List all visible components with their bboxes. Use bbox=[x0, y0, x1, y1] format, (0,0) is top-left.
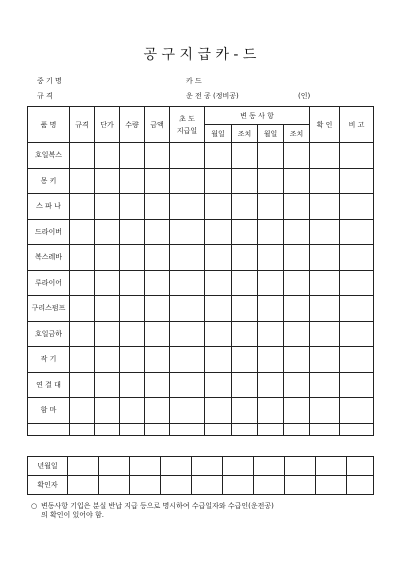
cell[interactable] bbox=[205, 245, 232, 271]
cell[interactable] bbox=[258, 219, 284, 245]
table-row bbox=[28, 321, 374, 347]
table-row bbox=[28, 168, 374, 194]
cell[interactable] bbox=[95, 270, 120, 296]
sub-action-2: 조치 bbox=[284, 125, 310, 143]
note-line-2: 의 확인이 있어야 함. bbox=[41, 511, 104, 519]
cell[interactable] bbox=[170, 398, 205, 424]
cell[interactable] bbox=[70, 398, 95, 424]
item-name: 함 마 bbox=[28, 398, 70, 424]
cell[interactable] bbox=[310, 168, 340, 194]
table-row bbox=[28, 143, 374, 169]
card-label: 카 드 bbox=[186, 77, 202, 85]
cell[interactable] bbox=[232, 194, 258, 220]
machine-label: 중 기 명 bbox=[37, 77, 62, 85]
cell[interactable] bbox=[145, 398, 170, 424]
cell[interactable] bbox=[232, 423, 258, 435]
cell[interactable] bbox=[232, 372, 258, 398]
cell[interactable] bbox=[284, 296, 310, 322]
item-name: 복스레바 bbox=[28, 245, 70, 271]
table-row bbox=[28, 219, 374, 245]
cell[interactable] bbox=[70, 168, 95, 194]
page-title: 공 구 지 급 카 - 드 bbox=[143, 47, 257, 63]
cell[interactable] bbox=[340, 321, 374, 347]
cell[interactable] bbox=[258, 194, 284, 220]
cell[interactable] bbox=[95, 296, 120, 322]
cell[interactable] bbox=[120, 347, 145, 373]
cell[interactable] bbox=[340, 245, 374, 271]
cell[interactable] bbox=[170, 245, 205, 271]
bullet-icon: ○ bbox=[31, 502, 38, 510]
cell[interactable] bbox=[95, 423, 120, 435]
cell[interactable] bbox=[170, 296, 205, 322]
cell[interactable] bbox=[70, 270, 95, 296]
cell[interactable] bbox=[258, 372, 284, 398]
item-name: 작 기 bbox=[28, 347, 70, 373]
date-label: 년월일 bbox=[28, 457, 68, 476]
table-row bbox=[28, 194, 374, 220]
cell[interactable] bbox=[120, 321, 145, 347]
cell[interactable] bbox=[223, 457, 254, 476]
tool-issue-table bbox=[27, 106, 374, 436]
cell[interactable] bbox=[145, 219, 170, 245]
item-name: 스 파 나 bbox=[28, 194, 70, 220]
cell[interactable] bbox=[232, 168, 258, 194]
table-row bbox=[28, 270, 374, 296]
table-row bbox=[28, 347, 374, 373]
item-name: 구리스펌프 bbox=[28, 296, 70, 322]
item-name: 루라이어 bbox=[28, 270, 70, 296]
table-row bbox=[28, 423, 374, 435]
cell[interactable] bbox=[310, 296, 340, 322]
cell[interactable] bbox=[258, 143, 284, 169]
cell[interactable] bbox=[310, 194, 340, 220]
cell[interactable] bbox=[170, 143, 205, 169]
cell[interactable] bbox=[258, 245, 284, 271]
cell[interactable] bbox=[99, 476, 130, 495]
cell[interactable] bbox=[340, 423, 374, 435]
cell[interactable] bbox=[145, 194, 170, 220]
col-changes-header: 변 동 사 항 bbox=[205, 107, 310, 125]
cell[interactable] bbox=[232, 143, 258, 169]
date-row bbox=[28, 457, 374, 476]
cell[interactable] bbox=[310, 219, 340, 245]
cell[interactable] bbox=[95, 143, 120, 169]
col-qty-header: 수량 bbox=[120, 107, 145, 143]
cell[interactable] bbox=[223, 476, 254, 495]
col-item-header: 품 명 bbox=[28, 107, 70, 143]
cell[interactable] bbox=[95, 372, 120, 398]
cell[interactable] bbox=[170, 270, 205, 296]
cell[interactable] bbox=[258, 321, 284, 347]
cell[interactable] bbox=[340, 296, 374, 322]
cell[interactable] bbox=[340, 398, 374, 424]
cell[interactable] bbox=[232, 270, 258, 296]
operator-label: 운 전 공 (정비공) bbox=[186, 92, 239, 100]
cell[interactable] bbox=[192, 457, 223, 476]
cell[interactable] bbox=[145, 168, 170, 194]
cell[interactable] bbox=[258, 398, 284, 424]
cell[interactable] bbox=[340, 219, 374, 245]
cell[interactable] bbox=[120, 143, 145, 169]
note-line-1: 변동사항 기입은 분실 반납 지급 등으로 명시하여 수급일자와 수급인(운전공) bbox=[41, 502, 274, 510]
cell[interactable] bbox=[145, 270, 170, 296]
cell[interactable] bbox=[284, 347, 310, 373]
table-row bbox=[28, 245, 374, 271]
cell[interactable] bbox=[95, 398, 120, 424]
cell[interactable] bbox=[284, 270, 310, 296]
cell[interactable] bbox=[258, 270, 284, 296]
item-name bbox=[28, 423, 70, 435]
confirmer-label: 확인자 bbox=[28, 476, 68, 495]
footnote bbox=[31, 502, 274, 520]
cell[interactable] bbox=[284, 143, 310, 169]
cell[interactable] bbox=[310, 321, 340, 347]
cell[interactable] bbox=[232, 321, 258, 347]
cell[interactable] bbox=[205, 296, 232, 322]
cell[interactable] bbox=[95, 321, 120, 347]
cell[interactable] bbox=[258, 168, 284, 194]
cell[interactable] bbox=[68, 457, 99, 476]
cell[interactable] bbox=[205, 219, 232, 245]
sub-month-day-2: 월일 bbox=[258, 125, 284, 143]
cell[interactable] bbox=[70, 347, 95, 373]
cell[interactable] bbox=[120, 270, 145, 296]
item-name: 연 결 대 bbox=[28, 372, 70, 398]
cell[interactable] bbox=[95, 168, 120, 194]
cell[interactable] bbox=[120, 398, 145, 424]
cell[interactable] bbox=[310, 372, 340, 398]
col-amount-header: 금액 bbox=[145, 107, 170, 143]
cell[interactable] bbox=[310, 245, 340, 271]
cell[interactable] bbox=[120, 194, 145, 220]
cell[interactable] bbox=[170, 321, 205, 347]
cell[interactable] bbox=[70, 296, 95, 322]
col-first-issue-header: 초 도 지급일 bbox=[170, 107, 205, 143]
cell[interactable] bbox=[205, 270, 232, 296]
sub-month-day-1: 월일 bbox=[205, 125, 232, 143]
col-price-header: 단가 bbox=[95, 107, 120, 143]
cell[interactable] bbox=[95, 219, 120, 245]
cell[interactable] bbox=[161, 457, 192, 476]
cell[interactable] bbox=[120, 296, 145, 322]
cell[interactable] bbox=[316, 457, 347, 476]
cell[interactable] bbox=[70, 372, 95, 398]
cell[interactable] bbox=[120, 219, 145, 245]
cell[interactable] bbox=[130, 476, 161, 495]
cell[interactable] bbox=[254, 457, 285, 476]
cell[interactable] bbox=[120, 372, 145, 398]
confirmation-table bbox=[27, 456, 374, 495]
cell[interactable] bbox=[205, 423, 232, 435]
cell[interactable] bbox=[205, 143, 232, 169]
cell[interactable] bbox=[70, 423, 95, 435]
cell[interactable] bbox=[120, 423, 145, 435]
cell[interactable] bbox=[170, 168, 205, 194]
cell[interactable] bbox=[284, 398, 310, 424]
cell[interactable] bbox=[310, 347, 340, 373]
cell[interactable] bbox=[99, 457, 130, 476]
cell[interactable] bbox=[205, 321, 232, 347]
table-row bbox=[28, 372, 374, 398]
cell[interactable] bbox=[205, 347, 232, 373]
item-name: 호일복스 bbox=[28, 143, 70, 169]
cell[interactable] bbox=[95, 347, 120, 373]
col-confirm-header: 확 인 bbox=[310, 107, 340, 143]
cell[interactable] bbox=[310, 398, 340, 424]
cell[interactable] bbox=[70, 321, 95, 347]
cell[interactable] bbox=[95, 245, 120, 271]
table-row bbox=[28, 398, 374, 424]
cell[interactable] bbox=[170, 372, 205, 398]
cell[interactable] bbox=[145, 372, 170, 398]
cell[interactable] bbox=[232, 296, 258, 322]
cell[interactable] bbox=[284, 245, 310, 271]
cell[interactable] bbox=[232, 398, 258, 424]
cell[interactable] bbox=[70, 143, 95, 169]
cell[interactable] bbox=[70, 194, 95, 220]
cell[interactable] bbox=[161, 476, 192, 495]
cell[interactable] bbox=[284, 321, 310, 347]
cell[interactable] bbox=[170, 423, 205, 435]
cell[interactable] bbox=[347, 476, 374, 495]
cell[interactable] bbox=[340, 168, 374, 194]
cell[interactable] bbox=[285, 476, 316, 495]
col-remarks-header: 비 고 bbox=[340, 107, 374, 143]
cell[interactable] bbox=[145, 347, 170, 373]
cell[interactable] bbox=[340, 347, 374, 373]
cell[interactable] bbox=[316, 476, 347, 495]
seal-label: (인) bbox=[298, 92, 311, 100]
cell[interactable] bbox=[145, 296, 170, 322]
cell[interactable] bbox=[170, 347, 205, 373]
item-name: 몽 키 bbox=[28, 168, 70, 194]
cell[interactable] bbox=[284, 194, 310, 220]
cell[interactable] bbox=[95, 194, 120, 220]
cell[interactable] bbox=[205, 372, 232, 398]
cell[interactable] bbox=[205, 398, 232, 424]
cell[interactable] bbox=[340, 372, 374, 398]
cell[interactable] bbox=[205, 168, 232, 194]
cell[interactable] bbox=[340, 270, 374, 296]
cell[interactable] bbox=[310, 423, 340, 435]
cell[interactable] bbox=[130, 457, 161, 476]
spec-label: 규 격 bbox=[37, 92, 53, 100]
cell[interactable] bbox=[70, 245, 95, 271]
cell[interactable] bbox=[232, 245, 258, 271]
cell[interactable] bbox=[120, 168, 145, 194]
cell[interactable] bbox=[340, 143, 374, 169]
item-name: 드라이버 bbox=[28, 219, 70, 245]
cell[interactable] bbox=[70, 219, 95, 245]
cell[interactable] bbox=[254, 476, 285, 495]
cell[interactable] bbox=[258, 423, 284, 435]
table-row bbox=[28, 296, 374, 322]
item-name: 호일금하 bbox=[28, 321, 70, 347]
cell[interactable] bbox=[145, 143, 170, 169]
cell[interactable] bbox=[285, 457, 316, 476]
cell[interactable] bbox=[310, 270, 340, 296]
cell[interactable] bbox=[284, 372, 310, 398]
cell[interactable] bbox=[205, 194, 232, 220]
cell[interactable] bbox=[170, 219, 205, 245]
cell[interactable] bbox=[310, 143, 340, 169]
cell[interactable] bbox=[232, 347, 258, 373]
cell[interactable] bbox=[145, 423, 170, 435]
cell[interactable] bbox=[120, 245, 145, 271]
cell[interactable] bbox=[68, 476, 99, 495]
cell[interactable] bbox=[347, 457, 374, 476]
cell[interactable] bbox=[284, 423, 310, 435]
cell[interactable] bbox=[170, 194, 205, 220]
cell[interactable] bbox=[145, 245, 170, 271]
cell[interactable] bbox=[258, 296, 284, 322]
cell[interactable] bbox=[284, 219, 310, 245]
cell[interactable] bbox=[145, 321, 170, 347]
col-spec-header: 규격 bbox=[70, 107, 95, 143]
cell[interactable] bbox=[232, 219, 258, 245]
cell[interactable] bbox=[284, 168, 310, 194]
cell[interactable] bbox=[192, 476, 223, 495]
cell[interactable] bbox=[258, 347, 284, 373]
cell[interactable] bbox=[340, 194, 374, 220]
sub-action-1: 조치 bbox=[232, 125, 258, 143]
confirmer-row bbox=[28, 476, 374, 495]
